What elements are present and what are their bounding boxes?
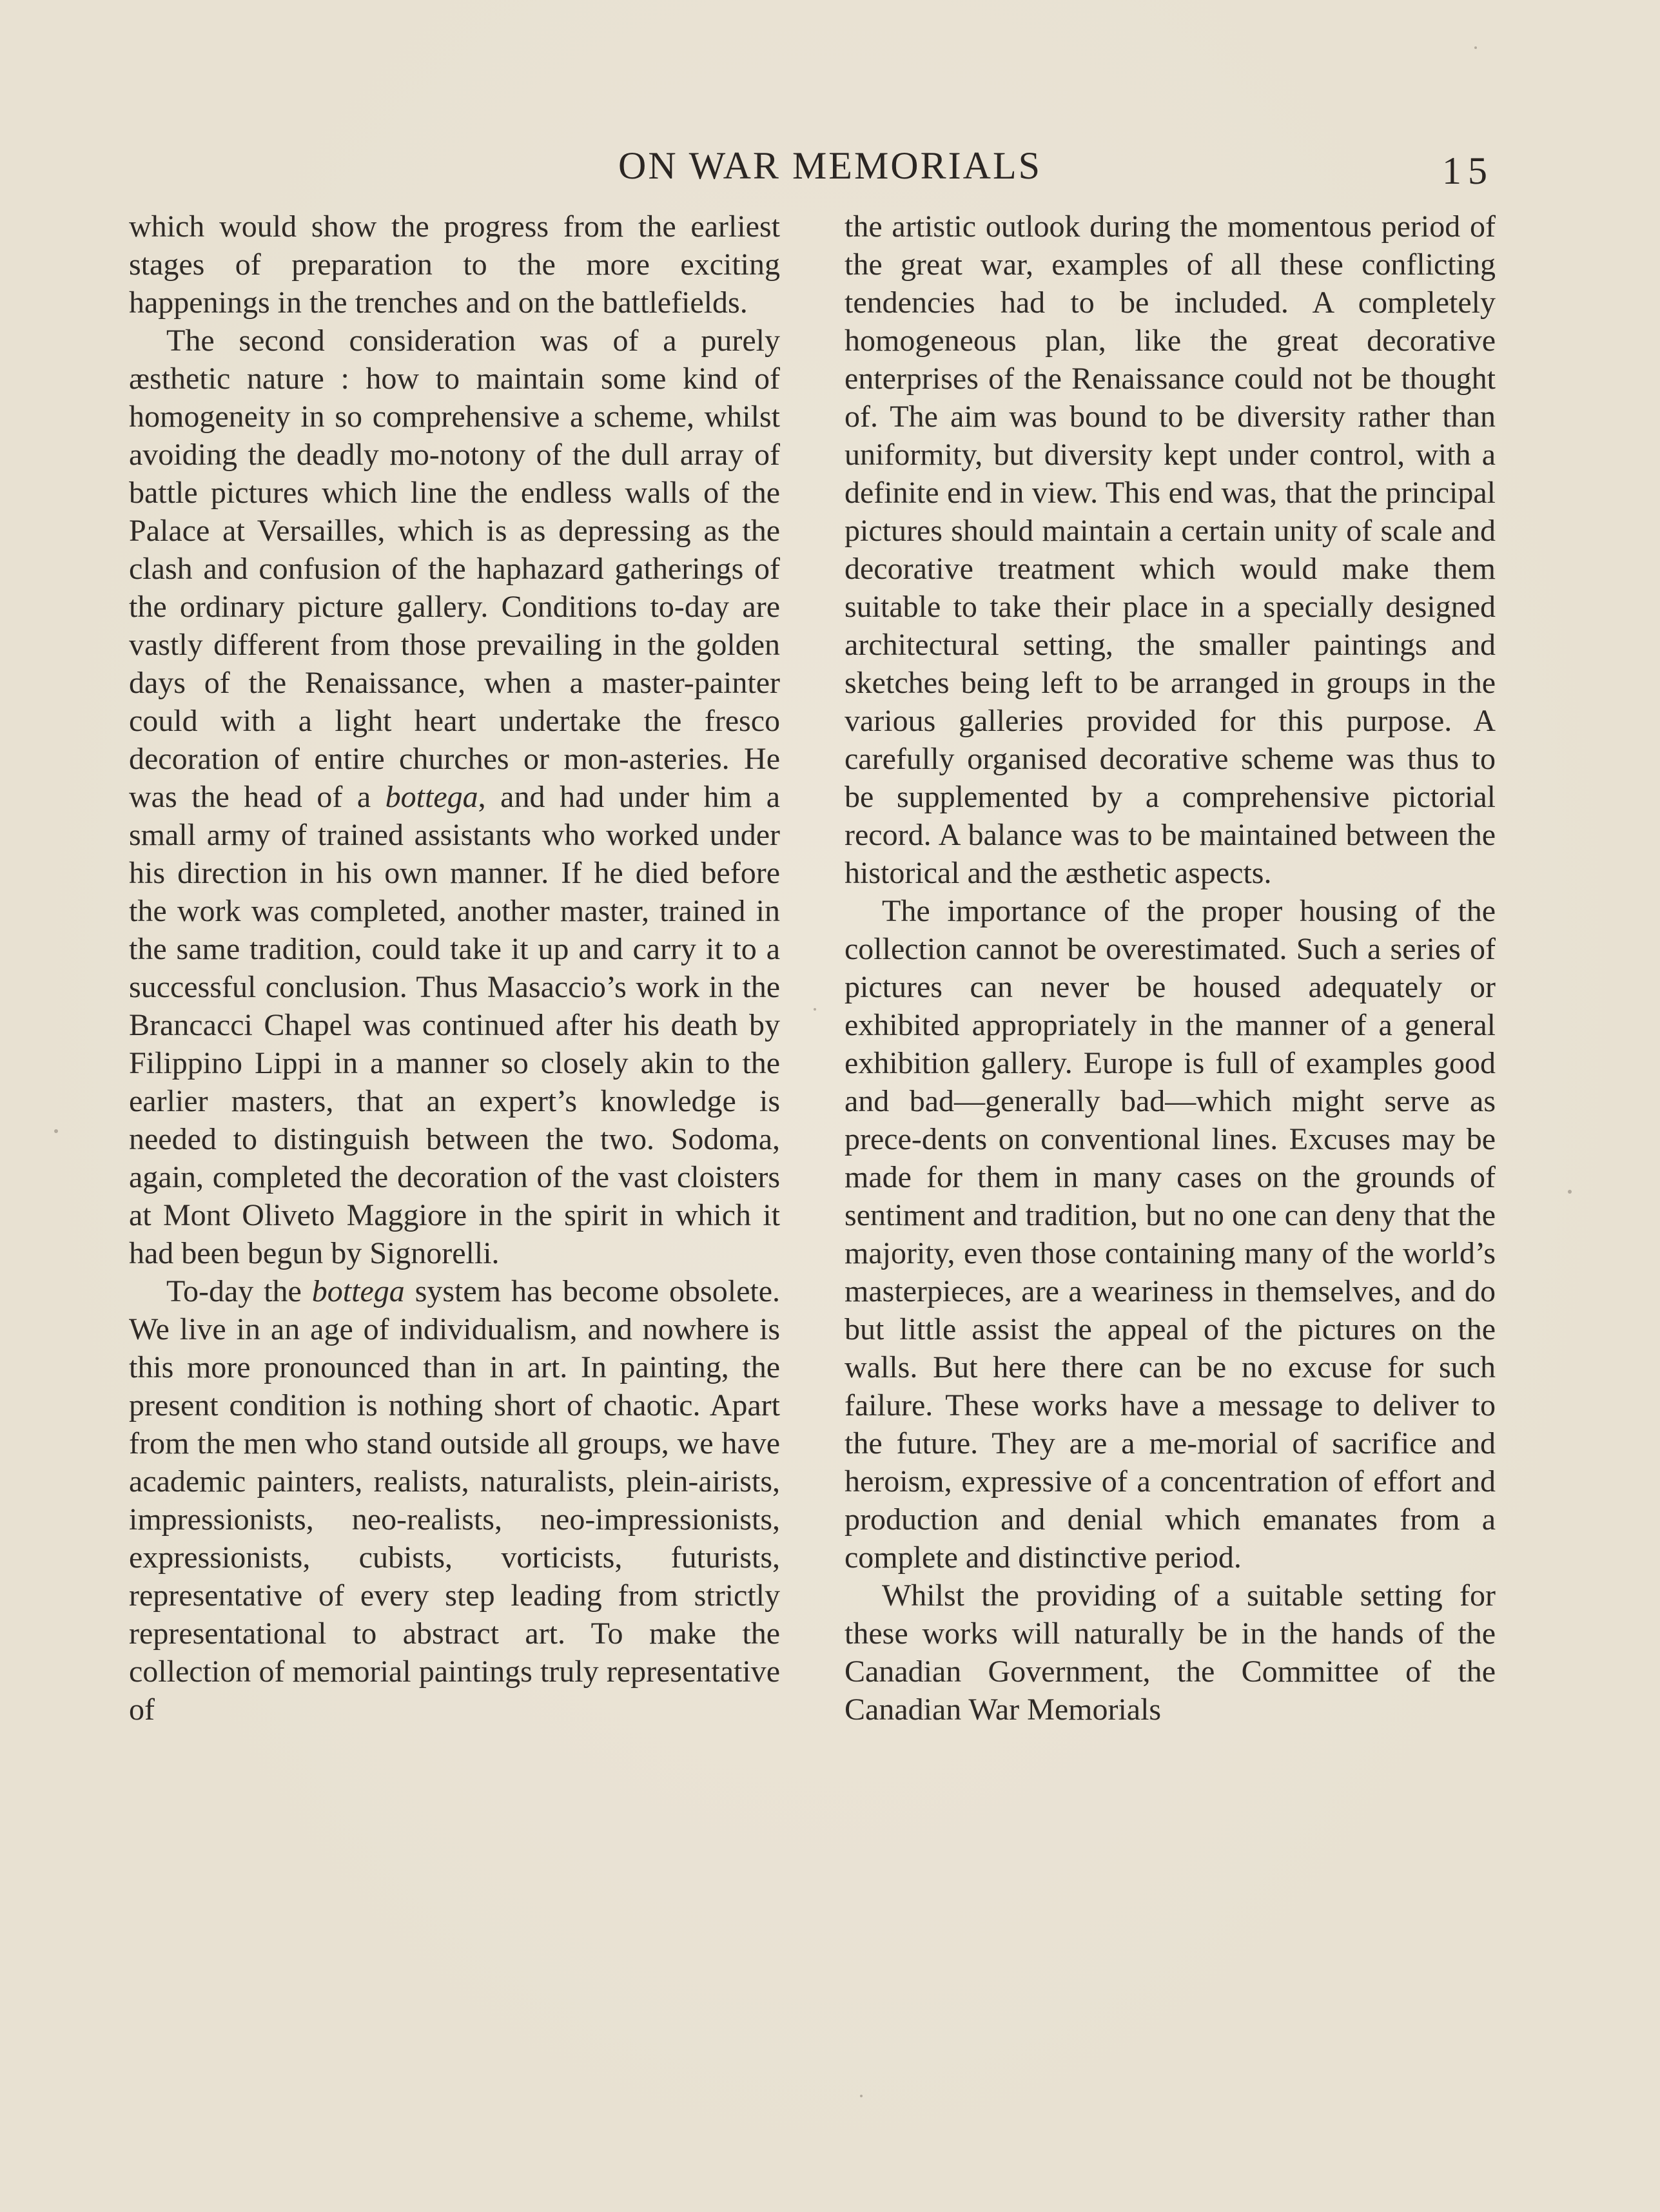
left-paragraph-1: which would show the progress from the earliest stages of preparation to the more exciting happenings in the trenches and on the battlefields. (129, 209, 780, 320)
right-column (845, 208, 1496, 1729)
left-paragraph-2 (129, 322, 780, 1272)
paper-speck (860, 2095, 863, 2097)
left-paragraph-2-text: The second consideration was of a purely æsthetic nature : how to maintain some kind of homogeneity in so comprehensive a scheme, whilst avoiding the deadly mo-notony of the dull array of battle pictures which line the endless walls of the Palace at Versailles, which is as depressing as the clash and confusion of the haphazard gatherings of the ordinary picture gallery. Conditions to-day are vastly different from those prevailing in the golden days of the Renaissance, when a master-painter could with a light heart undertake the fresco decoration of entire churches or mon-asteries. He was the head of a (129, 324, 780, 814)
right-paragraph-3: Whilst the providing of a suitable setting for these works will naturally be in the hands of the Canadian Government, the Committee of the Canadian War Memorials (845, 1578, 1496, 1727)
paper-speck (1568, 1190, 1572, 1194)
left-paragraph-3-rest: system has become obsolete. We live in an age of individualism, and nowhere is this more pronounced than in art. In painting, the present condition is nothing short of chaotic. Apart from the men who stand outside all groups, we have academic painters, realists, naturalists, plein-airists, impressionists, neo-realists, neo-impressionists, expressionists, cubists, vorticists, futurists, representative of every step leading from strictly representational to abstract art. To make the collection of memorial paintings truly representative of (129, 1274, 781, 1727)
left-paragraph-2-rest: , and had under him a small army of trained assistants who worked under his direction in his own manner. If he died before the work was completed, another master, trained in the same tradition, could take it up and carry it to a successful conclusion. Thus Masaccio’s work in the Brancacci Chapel was continued after his death by Filippino Lippi in a manner so closely akin to the earlier masters, that an expert’s knowledge is needed to distinguish between the two. Sodoma, again, completed the decoration of the vast cloisters at Mont Oliveto Maggiore in the spirit in which it had been begun by Signorelli. (129, 780, 781, 1270)
page-number: 15 (1442, 150, 1494, 192)
left-paragraph-3 (129, 1272, 780, 1729)
paper-speck (54, 1129, 58, 1133)
left-column (129, 208, 780, 1729)
running-title: ON WAR MEMORIALS (618, 144, 1042, 187)
italic-term-bottega: bottega (385, 780, 478, 814)
paper-speck (1474, 46, 1477, 49)
right-paragraph-1: the artistic outlook during the momentous period of the great war, examples of all these conflicting tendencies had to be included. A completely homogeneous plan, like the great decorative enterprises of the Renaissance could not be thought of. The aim was bound to be diversity rather than uniformity, but diversity kept under control, with a definite end in view. This end was, that the principal pictures should maintain a certain unity of scale and decorative treatment which would make them suitable to take their place in a specially designed architectural setting, the smaller paintings and sketches being left to be arranged in groups in the various galleries provided for this purpose. A carefully organised decorative scheme was thus to be supplemented by a comprehensive pictorial record. A balance was to be maintained between the historical and the æsthetic aspects. (845, 209, 1496, 890)
italic-term-bottega-2: bottega (311, 1274, 405, 1308)
right-paragraph-2: The importance of the proper housing of the collection cannot be overestimated. Such a series of pictures can never be housed adequately or exhibited appropriately in the manner of a general exhibition gallery. Europe is full of examples good and bad—generally bad—which might serve as prece-dents on conventional lines. Excuses may be made for them in many cases on the grounds of sentiment and tradition, but no one can deny that the majority, even those containing many of the world’s masterpieces, are a weariness in themselves, and do but little assist the appeal of the pictures on the walls. But here there can be no excuse for such failure. These works have a message to deliver to the future. They are a me-morial of sacrifice and heroism, expressive of a concentration of effort and production and denial which emanates from a complete and distinctive period. (845, 894, 1496, 1575)
left-paragraph-3-start: To-day the (166, 1274, 302, 1308)
paper-speck (814, 1008, 816, 1011)
running-head (0, 143, 1660, 192)
